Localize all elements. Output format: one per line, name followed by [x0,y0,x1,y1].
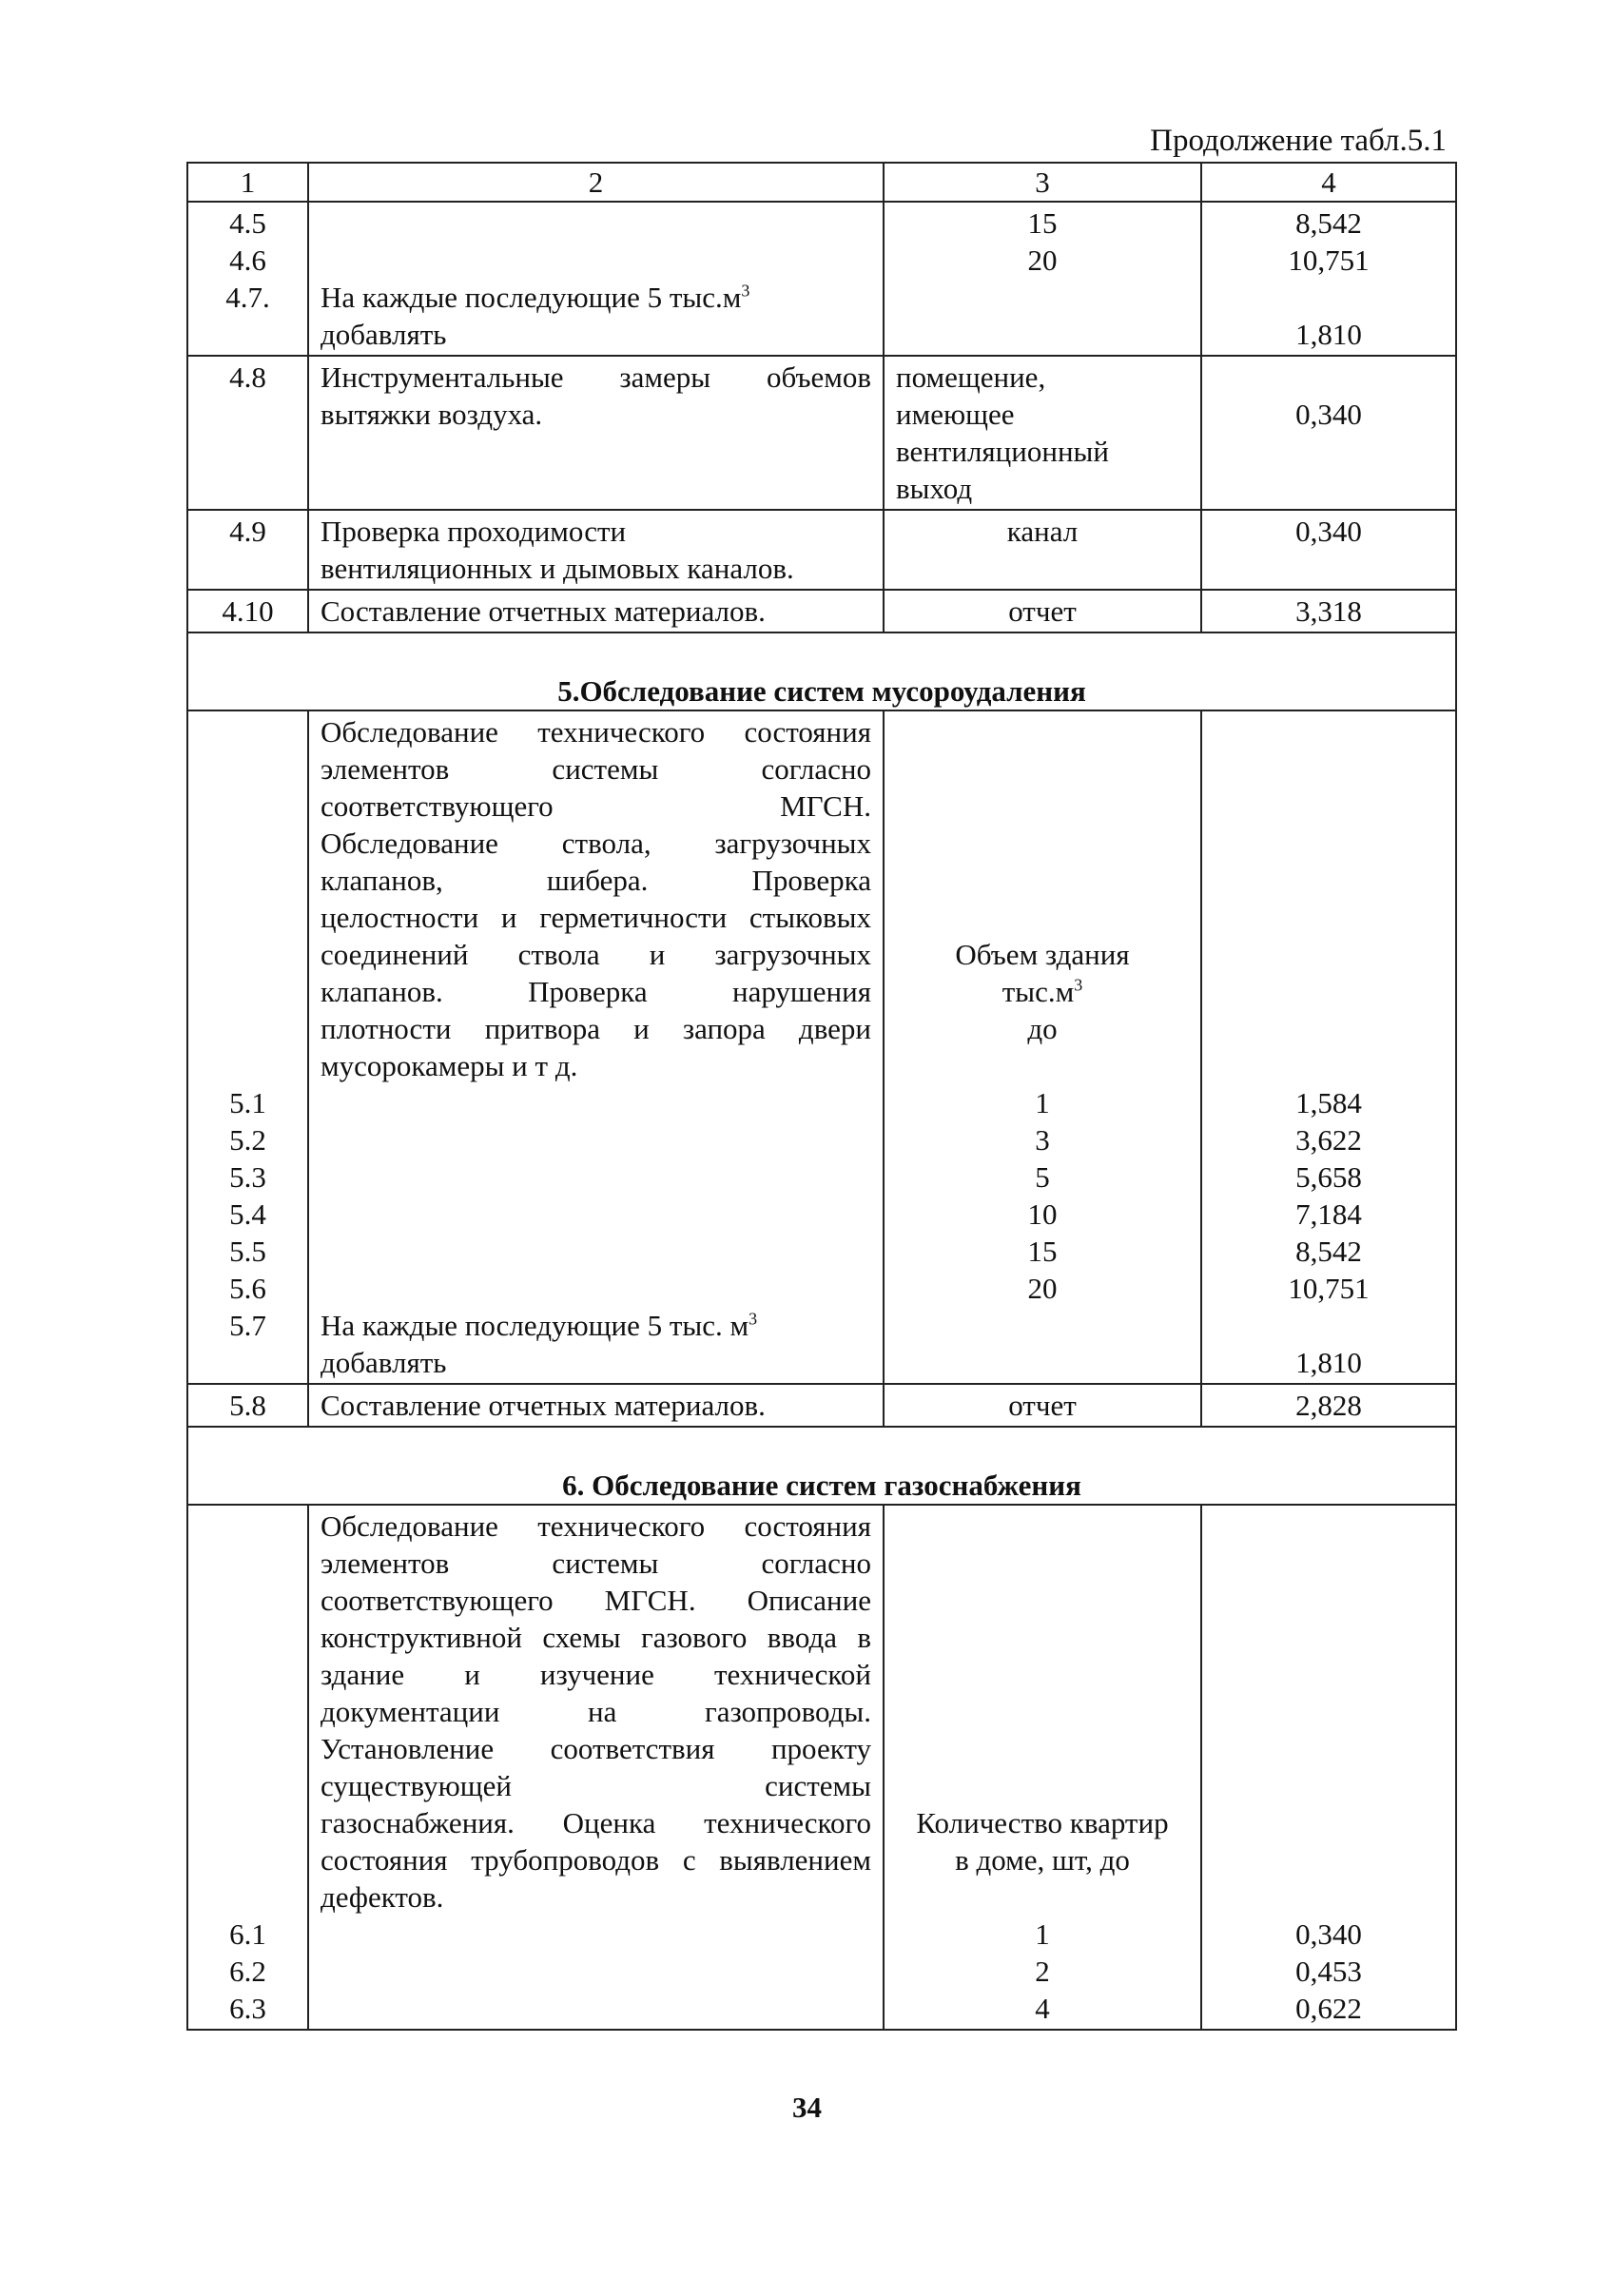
row-value: 8,542 [1295,206,1362,240]
row-value: 1,810 [1295,318,1362,351]
row-number: 4.7. [225,281,270,314]
desc-line: Обследование технического состояния [321,1509,871,1543]
row-number: 5.2 [229,1123,266,1157]
row-number: 5.5 [229,1235,266,1268]
row-unit: 20 [1027,243,1058,277]
desc-line: Проверка проходимости [321,515,627,548]
row-value: 0,340 [1201,510,1456,590]
desc-line: существующей системы [321,1769,871,1802]
row-value: 0,622 [1295,1992,1362,2025]
header-col-2: 2 [308,163,884,202]
desc-line: вытяжки воздуха. [321,398,543,431]
desc-line: Инструментальные замеры объемов [321,360,871,394]
unit-line: вентиляционный [896,435,1109,468]
row-number: 5.3 [229,1160,266,1194]
row-value: 1,810 [1295,1346,1362,1379]
row-value: 0,453 [1295,1955,1362,1988]
unit-heading: тыс.м [1001,975,1075,1008]
row-number: 6.3 [229,1992,266,2025]
row-number: 4.8 [187,356,308,510]
row-number: 6.2 [229,1955,266,1988]
row-unit: 10 [1027,1197,1058,1231]
row-number: 6.1 [229,1917,266,1951]
unit-line: помещение, [896,360,1046,394]
row-number: 5.4 [229,1197,266,1231]
row-value: 3,318 [1201,590,1456,632]
table-row-4-9 [187,510,1456,590]
row-value: 8,542 [1295,1235,1362,1268]
row-value: 0,340 [1295,1917,1362,1951]
unit-heading: Количество квартир [916,1806,1169,1839]
desc-line: вентиляционных и дымовых каналов. [321,552,794,585]
row-unit: 4 [1035,1992,1050,2025]
row-unit: 1 [1035,1917,1050,1951]
desc-line: Установление соответствия проекту [321,1732,871,1765]
desc-line: Обследование технического состояния [321,715,871,749]
desc-line: На каждые последующие 5 тыс. м [321,1309,749,1342]
row-number: 5.6 [229,1272,266,1305]
desc-line: соединений ствола и загрузочных [321,938,871,971]
desc-line: элементов системы согласно [321,1547,871,1580]
row-value: 2,828 [1201,1384,1456,1427]
table-header-row [187,163,1456,202]
header-col-1: 1 [187,163,308,202]
table-row-4-8 [187,356,1456,510]
unit-heading: в доме, шт, до [955,1843,1130,1877]
desc-line: состояния трубопроводов с выявлением [321,1843,871,1877]
superscript: 3 [1074,975,1083,995]
desc-line: плотности притвора и запора двери [321,1012,871,1045]
row-unit: 1 [1035,1086,1050,1119]
header-col-3: 3 [884,163,1201,202]
section-6-header-row [187,1427,1456,1505]
section-title: 6. Обследование систем газоснабжения [187,1427,1456,1505]
row-number: 5.7 [229,1309,266,1342]
desc-line: На каждые последующие 5 тыс.м [321,281,742,314]
section-title: 5.Обследование систем мусороудаления [187,632,1456,710]
row-value: 3,622 [1295,1123,1362,1157]
row-value: 5,658 [1295,1160,1362,1194]
desc-line: здание и изучение технической [321,1658,871,1691]
row-unit: 3 [1035,1123,1050,1157]
desc-line: целостности и герметичности стыковых [321,901,871,934]
desc-line: дефектов. [321,1880,444,1914]
row-unit: 15 [1027,1235,1058,1268]
row-number: 4.10 [187,590,308,632]
desc-line: Обследование ствола, загрузочных [321,827,871,860]
continuation-title: Продолжение табл.5.1 [1150,124,1447,158]
table-row-section-6 [187,1505,1456,2030]
superscript: 3 [749,1309,758,1329]
superscript: 3 [741,281,750,301]
row-value: 7,184 [1295,1197,1362,1231]
row-description [308,202,884,356]
table-row-5-8 [187,1384,1456,1427]
row-value: 1,584 [1295,1086,1362,1119]
desc-line: мусорокамеры и т д. [321,1049,578,1082]
row-number: 5.1 [229,1086,266,1119]
desc-line: газоснабжения. Оценка технического [321,1806,871,1839]
row-unit: 2 [1035,1955,1050,1988]
desc-line: элементов системы согласно [321,752,871,786]
desc-line: клапанов, шибера. Проверка [321,864,871,897]
row-number: 4.5 [229,206,266,240]
row-unit: отчет [884,1384,1201,1427]
row-value: 10,751 [1288,1272,1370,1305]
unit-line: имеющее [896,398,1015,431]
row-unit: 15 [1027,206,1058,240]
row-unit: 20 [1027,1272,1058,1305]
unit-heading: Объем здания [955,938,1130,971]
row-description: Составление отчетных материалов. [308,1384,884,1427]
desc-line: добавлять [321,318,447,351]
section-5-header-row [187,632,1456,710]
row-unit: 5 [1035,1160,1050,1194]
desc-line: добавлять [321,1346,447,1379]
desc-line: конструктивной схемы газового ввода в [321,1621,871,1654]
row-value: 10,751 [1288,243,1370,277]
row-number: 4.9 [187,510,308,590]
desc-line: документации на газопроводы. [321,1695,871,1728]
row-unit: канал [884,510,1201,590]
work-cost-table [186,162,1457,2031]
row-number: 5.8 [187,1384,308,1427]
row-description: Составление отчетных материалов. [308,590,884,632]
page-number: 34 [792,2091,822,2124]
unit-heading: до [1027,1012,1058,1045]
desc-line: соответствующего МГСН. [321,789,871,823]
unit-line: выход [896,472,973,505]
header-col-4: 4 [1201,163,1456,202]
desc-line: клапанов. Проверка нарушения [321,975,871,1008]
row-unit: отчет [884,590,1201,632]
desc-line: соответствующего МГСН. Описание [321,1584,871,1617]
table-row-section-5 [187,710,1456,1384]
table-row-4-10 [187,590,1456,632]
row-number: 4.6 [229,243,266,277]
table-row-4-5 [187,202,1456,356]
row-value: 0,340 [1295,398,1362,431]
